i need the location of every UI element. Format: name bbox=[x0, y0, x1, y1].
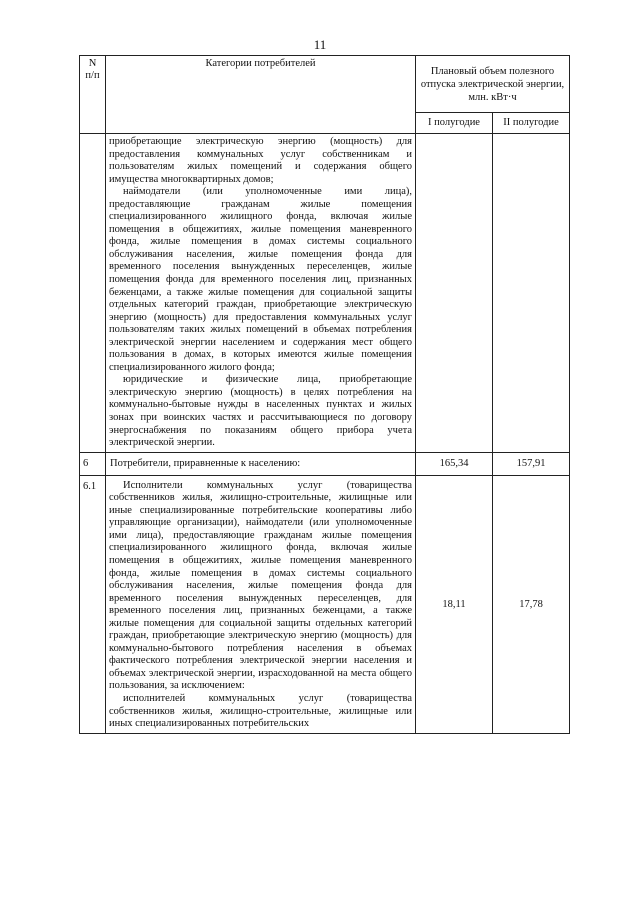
header-half1 bbox=[416, 113, 493, 134]
row-half2-value: 17,78 bbox=[493, 475, 570, 733]
row-category bbox=[106, 475, 416, 733]
row-half1-value: 165,34 bbox=[416, 452, 493, 475]
header-volume-label: Плановый объем полезного отпуска электрической энергии, млн. кВт·ч bbox=[420, 65, 565, 103]
row-number: 6.1 bbox=[80, 475, 106, 733]
row-half1-value bbox=[416, 134, 493, 453]
row-number bbox=[80, 134, 106, 453]
category-paragraph: юридические и физические лица, приобретающие электрическую энергию (мощность) в целях потребления на коммунально-бытовые нужды в населенных пунктах и жилых зонах при воинских частях и рассчитывающиеся по договору энергоснабжения по показаниям общего прибора учета электрической энергии. bbox=[109, 374, 412, 449]
row-half1-value: 18,11 bbox=[416, 475, 493, 733]
row-half2-value bbox=[493, 134, 570, 453]
row-category bbox=[106, 134, 416, 453]
table-row bbox=[80, 134, 570, 453]
table-row bbox=[80, 475, 570, 733]
row-category bbox=[106, 452, 416, 475]
category-paragraph: Потребители, приравненные к населению: bbox=[110, 457, 301, 469]
header-category bbox=[106, 56, 416, 134]
header-num bbox=[80, 56, 106, 134]
category-paragraph: Исполнители коммунальных услуг (товарищества собственников жилья, жилищно-строительные, жилищные или иные специализированные потребительские кооперативы либо управляющие организации), наймодатели (или уполномоченные ими лица), предоставляющие гражданам жилые помещения специализированного жилищного фонда, включая жилые помещения в общежитиях, жилые помещения маневренного фонда, жилые помещения в домах системы социального обслуживания населения, жилые помещения фонда для временного поселения вынужденных переселенцев, для временного поселения лиц, признанных беженцами, а также жилые помещения для социальной защиты отдельных категорий граждан, приобретающие электрическую энергию (мощность) для коммунально-бытового потребления населения в объемах фактического потребления электрической энергии населения и объемах электрической энергии, израсходованной на места общего пользования, за исключением: bbox=[109, 479, 412, 692]
category-paragraph: исполнителей коммунальных услуг (товарищества собственников жилья, жилищно-строительные, жилищные или иных специализированных потребительских bbox=[109, 692, 412, 730]
category-paragraph: наймодатели (или уполномоченные ими лица), предоставляющие гражданам жилые помещения специализированного жилищного фонда, включая жилые помещения в общежитиях, жилые помещения маневренного фонда, жилые помещения в домах системы социального обслуживания населения, жилые помещения фонда для временного поселения вынужденных переселенцев, жилые помещения фонда для временного поселения лиц, признанных беженцами, а также жилые помещения для социальной защиты отдельных категорий граждан, приобретающие электрическую энергию (мощность) для предоставления коммунальных услуг пользователям таких жилых помещений в объемах потребления электрической энергии населением и содержания мест общего пользования в домах, в которых имеются жилые помещения специализированного жилого фонда; bbox=[109, 186, 412, 373]
table-row bbox=[80, 452, 570, 475]
header-volume bbox=[416, 56, 570, 113]
header-half1-label: I полугодие bbox=[428, 117, 480, 128]
header-num-label: N п/п bbox=[85, 58, 100, 81]
header-category-label: Категории потребителей bbox=[205, 58, 316, 69]
header-half2-label: II полугодие bbox=[503, 117, 559, 128]
consumption-table bbox=[79, 55, 570, 734]
page-number: 11 bbox=[313, 37, 327, 52]
category-paragraph: приобретающие электрическую энергию (мощность) для предоставления коммунальных услуг собственникам и пользователям жилых помещений и содержания общего имущества многоквартирных домов; bbox=[109, 136, 412, 185]
row-half2-value: 157,91 bbox=[493, 452, 570, 475]
row-number: 6 bbox=[80, 452, 106, 475]
header-half2 bbox=[493, 113, 570, 134]
